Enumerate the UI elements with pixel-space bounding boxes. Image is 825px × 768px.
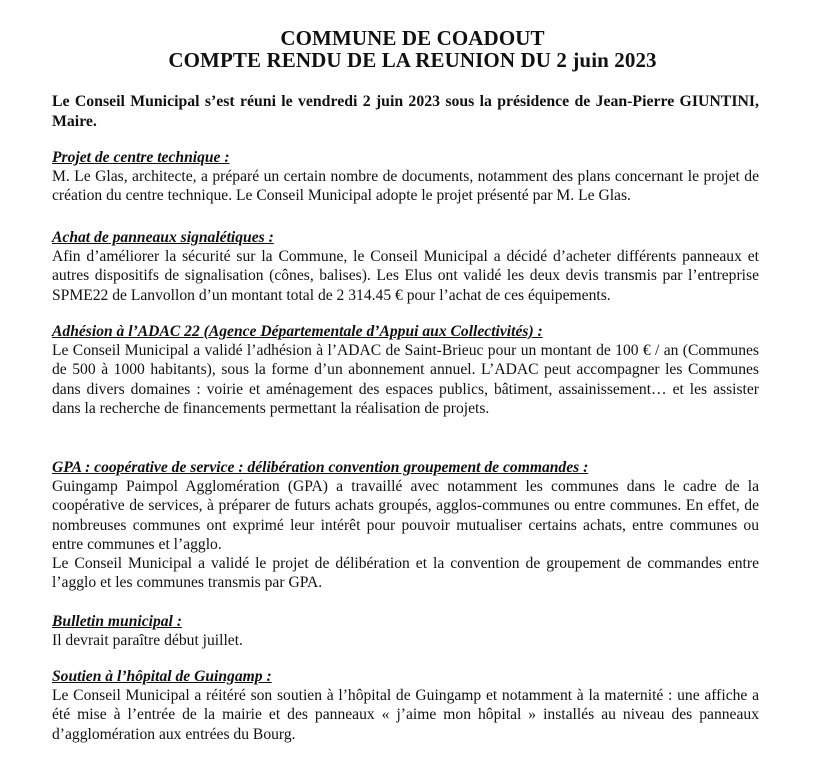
commune-title: COMMUNE DE COADOUT bbox=[280, 26, 545, 50]
intro-paragraph: Le Conseil Municipal s’est réuni le vendredi 2 juin 2023 sous la présidence de Jean-Pierre GIUNTINI, Maire. bbox=[52, 93, 759, 130]
section-paragraph: Le Conseil Municipal a validé le projet de délibération et la convention de groupement de commandes entre l’agglo et les communes transmis par GPA. bbox=[52, 555, 759, 592]
section-paragraph: Guingamp Paimpol Agglomération (GPA) a travaillé avec notamment les communes dans le cadre de la coopérative de services, à préparer de futurs achats groupés, agglos-communes ou entre communes. En effet, de nombreuses communes ont exprimé leur intérêt pour pouvoir mutualiser certains achats, entre communes ou entre communes et l’agglo. bbox=[52, 478, 759, 553]
section-paragraph: M. Le Glas, architecte, a préparé un certain nombre de documents, notamment des plans concernant le projet de création du centre technique. Le Conseil Municipal adopte le projet présenté par M. Le Glas. bbox=[52, 168, 759, 205]
section-heading: GPA : coopérative de service : délibération convention groupement de commandes : bbox=[52, 459, 589, 476]
section-paragraph: Le Conseil Municipal a validé l’adhésion à l’ADAC de Saint-Brieuc pour un montant de 100 € / an (Communes de 500 à 1000 habitants), sous la forme d’un abonnement annuel. L’ADAC peut accompagner les Communes dans divers domaines : voirie et aménagement des espaces publics, bâtiment, assainissement… et les assister dans la recherche de financements permettant la réalisation de projets. bbox=[52, 342, 759, 417]
section-bulletin bbox=[52, 612, 759, 650]
section-centre-technique bbox=[52, 148, 759, 206]
section-heading: Bulletin municipal : bbox=[52, 613, 182, 630]
section-paragraph: Le Conseil Municipal a réitéré son soutien à l’hôpital de Guingamp et notamment à la maternité : une affiche a été mise à l’entrée de la mairie et des panneaux « j’aime mon hôpital » installés au niveau des panneaux d’agglomération aux entrées du Bourg. bbox=[52, 687, 759, 743]
section-panneaux bbox=[52, 228, 759, 305]
section-hopital bbox=[52, 667, 759, 744]
section-heading: Adhésion à l’ADAC 22 (Agence Départementale d’Appui aux Collectivités) : bbox=[52, 323, 543, 340]
section-heading: Soutien à l’hôpital de Guingamp : bbox=[52, 668, 272, 685]
section-paragraph: Il devrait paraître début juillet. bbox=[52, 632, 243, 650]
meeting-title: COMPTE RENDU DE LA REUNION DU 2 juin 2023 bbox=[168, 48, 657, 72]
section-heading: Projet de centre technique : bbox=[52, 149, 230, 166]
section-adac bbox=[52, 322, 759, 418]
section-paragraph: Afin d’améliorer la sécurité sur la Commune, le Conseil Municipal a décidé d’acheter différents panneaux et autres dispositifs de signalisation (cônes, balises). Les Elus ont validé les deux devis transmis par l’entreprise SPME22 de Lanvollon d’un montant total de 2 314.45 € pour l’achat de ces équipements. bbox=[52, 248, 759, 304]
section-heading: Achat de panneaux signalétiques : bbox=[52, 229, 274, 246]
section-gpa bbox=[52, 458, 759, 592]
